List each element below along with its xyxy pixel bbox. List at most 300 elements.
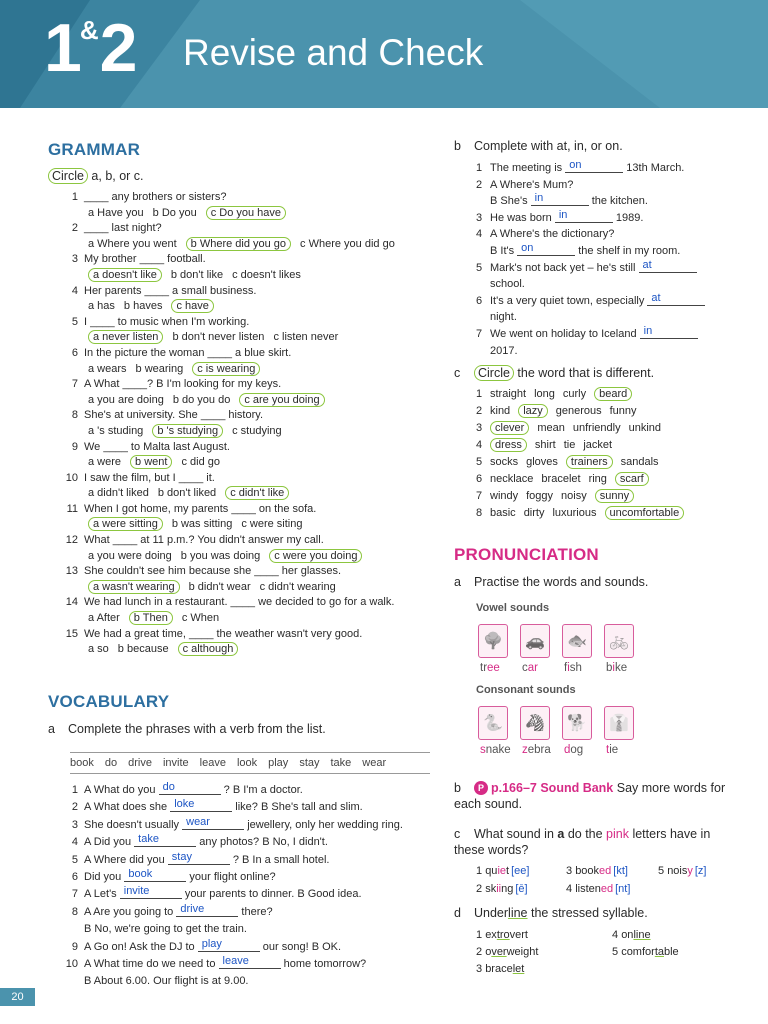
circled-word[interactable]: lazy [518,404,548,418]
grammar-question [64,221,434,252]
selected-option[interactable]: c Do you have [206,206,286,220]
selected-option[interactable]: b went [130,455,172,469]
word-list-item: do [104,757,118,769]
word-prefix: o [485,946,492,958]
word-option[interactable]: gloves [526,456,558,468]
question-number: 1 [476,388,483,400]
option[interactable]: c listen never [273,331,339,344]
sound-word-label [522,662,538,674]
word-suffix: ke [614,662,628,674]
stressed-syllable[interactable]: ver [491,946,507,958]
question-text: When I got home, my parents ____ on the sofa. [84,502,317,515]
question-options [84,268,434,284]
word-option[interactable]: unfriendly [572,422,621,434]
question-body [84,939,444,956]
option[interactable]: a has [88,300,115,313]
page-number: 20 [0,988,35,1006]
question-pre: A What do you [84,784,156,796]
word-option[interactable]: foggy [526,490,554,502]
stressed-syllable[interactable]: tro [496,929,510,941]
handwritten-answer: in [558,208,568,221]
vocab-question [64,817,444,834]
grammar-question [64,408,434,439]
question-options [84,206,434,222]
circled-word[interactable]: dress [490,438,527,452]
tree-icon-glyph: 🌳 [483,633,503,650]
snake-icon [478,706,508,740]
question-text: A What ____? B I'm looking for my keys. [84,378,282,391]
option[interactable]: c studying [232,424,282,437]
question-number: 7 [71,378,78,391]
selected-option[interactable]: c didn't like [225,486,289,500]
vocabulary-heading: VOCABULARY [48,692,170,711]
word-option[interactable]: basic [490,507,516,519]
grammar-b-question [476,177,746,194]
item-number: 3 [566,865,573,877]
dog-icon-glyph: 🐕 [567,715,587,732]
word-sound: i [612,662,615,674]
question-post: our song! B OK. [262,940,342,953]
question-line [490,293,746,310]
odd-one-out-row [476,420,746,437]
question-options [84,517,434,533]
pronunciation-b-instruction: b P p.166–7 Sound Bank Say more words for each sound. [454,781,726,811]
option[interactable]: c did go [181,456,220,469]
answer-blank[interactable] [639,258,697,273]
word-list-item: stay [299,757,320,769]
question-number: 8 [476,507,483,519]
grammar-b-question [476,226,746,243]
circled-word[interactable]: sunny [595,489,634,503]
selected-option[interactable]: a never listen [88,330,163,344]
question-number: 2 [71,222,78,235]
question-line-2: B About 6.00. Our flight is at 9.00. [84,975,249,988]
handwritten-answer: [z] [694,865,707,877]
option[interactable]: b wearing [135,362,184,375]
question-text: I ____ to music when I'm working. [84,315,250,328]
handwritten-answer: loke [174,798,195,811]
question-body [490,293,746,326]
circled-word[interactable]: trainers [566,455,613,469]
selected-option[interactable]: a doesn't like [88,268,162,282]
question-number: 1 [71,784,78,796]
circled-word[interactable]: uncomfortable [605,506,685,520]
handwritten-answer: in [643,324,653,337]
handwritten-answer: [ē] [515,883,528,895]
vocab-c-instruction: c Circle the word that is different. [454,366,655,380]
word-option[interactable]: generous [555,405,602,417]
question-line [490,177,746,194]
answer-blank[interactable] [517,241,575,256]
question-post: any photos? B No, I didn't. [199,836,328,849]
word-prefix: tr [480,662,488,674]
answer-blank[interactable] [168,850,230,865]
question-post: 1989. [615,211,644,224]
answer-blank[interactable] [531,194,589,206]
sound-word-label [606,744,618,756]
question-body [490,210,746,227]
grammar-b-question [476,243,746,260]
sound-word-label [480,662,500,674]
question-options [84,330,434,346]
word-option[interactable]: tie [563,439,576,451]
option[interactable]: b you was doing [180,549,261,562]
stress-item [612,928,651,944]
word-suffix: ie [609,744,619,756]
option[interactable]: c doesn't likes [232,268,301,281]
bike-icon [604,624,634,658]
option[interactable]: a were [88,456,122,469]
word-option[interactable]: luxurious [552,507,597,519]
page-header [0,0,768,108]
option[interactable]: b don't never listen [172,331,265,344]
item-number: 3 [476,963,483,975]
selected-option[interactable]: c have [171,299,213,313]
car-icon [520,624,550,658]
word-option[interactable]: mean [537,422,565,434]
grammar-question [64,471,434,502]
question-body [84,190,434,221]
word-option[interactable]: sandals [620,456,659,468]
question-pre: A What time do we need to [84,958,216,971]
answer-blank[interactable] [198,937,260,952]
option[interactable]: b don't liked [157,487,217,500]
selected-option[interactable]: a were sitting [88,517,163,531]
word-sound: s [480,744,486,756]
question-post: your parents to dinner. B Good idea. [184,888,362,901]
vocab-question [64,852,444,869]
question-body [84,252,434,283]
question-body [84,533,434,564]
item-number: 4 [566,883,573,895]
word-sound: d [564,744,571,756]
question-options [84,611,434,627]
question-line [490,160,746,177]
option[interactable]: a After [88,612,120,625]
question-line-2: night. [490,311,517,324]
question-number: 3 [71,818,78,831]
question-number: 3 [71,253,78,266]
selected-option[interactable]: c are you doing [239,393,324,407]
sound-word-label [564,744,583,756]
word-list-item: look [236,757,258,769]
question-text: In the picture the woman ____ a blue skirt. [84,346,292,359]
sound-item [658,864,707,880]
sound-word-label [606,662,627,674]
question-number: 1 [71,191,78,203]
grammar-question [64,564,434,595]
question-pre: A Where's the dictionary? [490,228,615,241]
word-pink: ii [496,883,502,895]
tie-icon [604,706,634,740]
question-line [84,956,444,973]
consonant-sounds-heading: Consonant sounds [476,684,576,696]
question-body [84,408,434,439]
sound-item [476,882,528,898]
odd-one-out-row [476,505,746,522]
question-number: 2 [476,178,483,191]
word-sound: ee [487,662,500,674]
option[interactable]: b haves [123,300,163,313]
word-prefix: nois [667,865,688,877]
selected-option[interactable]: c is wearing [192,362,260,376]
odd-one-out-row [476,471,746,488]
option[interactable]: b because [117,643,169,656]
circled-word[interactable]: beard [594,387,632,401]
word-option[interactable]: noisy [561,490,587,502]
question-number: 10 [65,471,78,484]
question-pre: A Are you going to [84,905,174,918]
option[interactable]: b don't like [170,268,224,281]
word-list-item: play [268,757,289,769]
grammar-question [64,190,434,221]
question-number: 2 [476,405,483,417]
word-sound: t [606,744,610,756]
question-text: We ____ to Malta last August. [84,440,230,453]
word-prefix: book [575,865,600,877]
stressed-syllable[interactable]: let [512,963,525,975]
word-option[interactable]: necklace [490,473,534,485]
option[interactable]: b Do you [152,206,197,219]
word-option[interactable]: bracelet [541,473,581,485]
option[interactable]: a wears [88,362,127,375]
option[interactable]: b do you do [172,393,231,406]
odd-one-out-row [476,403,746,420]
question-pre: A Let's [84,888,117,901]
sound-item [476,864,529,880]
selected-option[interactable]: b Then [129,611,173,625]
word-prefix: brace [485,963,513,975]
question-body [84,502,434,533]
selected-option[interactable]: c although [178,642,239,656]
option[interactable]: c didn't wearing [259,580,336,593]
question-text: We had lunch in a restaurant. ____ we decided to go for a walk. [84,596,395,609]
odd-one-out-row [476,437,746,454]
handwritten-answer: invite [123,885,150,898]
selected-option[interactable]: b Where did you go [186,237,291,251]
word-option[interactable]: curly [562,388,587,400]
circled-word[interactable]: scarf [615,472,649,486]
grammar-question [64,315,434,346]
answer-blank[interactable] [124,870,186,882]
word-list-item: wear [362,757,387,769]
question-line [490,193,746,210]
question-number: 6 [476,473,483,485]
option[interactable]: c were siting [241,518,303,531]
item-number: 2 [476,883,483,895]
stressed-syllable[interactable]: line [633,929,651,941]
question-number: 8 [71,905,78,918]
word-prefix: c [522,662,528,674]
answer-blank[interactable] [565,161,623,173]
word-option[interactable]: ring [588,473,607,485]
question-number: 5 [71,315,78,328]
word-pink: ed [600,883,614,895]
option[interactable]: a didn't liked [88,487,149,500]
question-text: I saw the film, but I ____ it. [84,471,215,484]
handwritten-answer: on [521,241,534,254]
grammar-b-question [476,160,746,177]
grammar-question [64,252,434,283]
stressed-syllable[interactable]: ta [654,946,664,958]
question-number: 7 [71,888,78,901]
selected-option[interactable]: c were you doing [269,549,362,563]
consonant-pictures [478,706,634,740]
word-prefix: f [564,662,568,674]
handwritten-answer: [ee] [511,865,530,877]
grammar-question [64,533,434,564]
question-body [490,160,746,177]
question-line-2: 2017. [490,344,518,357]
bike-icon-glyph: 🚲 [609,633,629,650]
question-body [84,221,434,252]
question-number: 7 [476,490,483,502]
word-option[interactable]: straight [490,388,527,400]
answer-blank[interactable] [647,291,705,306]
answer-blank[interactable] [134,835,196,847]
handwritten-answer: wear [186,815,210,828]
vocab-question [64,904,444,939]
vocab-question [64,939,444,956]
question-post: 13th March. [626,162,685,174]
grammar-instruction: Circle a, b, or c. [48,169,144,183]
question-body [84,315,434,346]
word-option[interactable]: long [534,388,555,400]
word-prefix: ex [485,929,497,941]
option[interactable]: c When [181,612,220,625]
stress-item [476,928,528,944]
word-option[interactable]: kind [490,405,511,417]
answer-blank[interactable] [182,815,244,830]
question-number: 14 [65,596,78,609]
answer-blank[interactable] [640,324,698,339]
handwritten-answer: do [162,781,175,793]
question-pre: He was born [490,211,552,224]
question-pre: Did you [84,871,122,884]
question-body [84,377,434,408]
stress-item [476,962,524,978]
option[interactable]: a you were doing [88,549,172,562]
grammar-b-instruction: b Complete with at, in, or on. [454,139,623,153]
sound-item [566,864,628,880]
tree-icon [478,624,508,658]
grammar-heading: GRAMMAR [48,140,141,159]
answer-blank[interactable] [176,902,238,917]
question-text: ____ last night? [84,222,162,235]
question-options [84,486,434,502]
question-number: 3 [476,422,483,434]
fish-icon [562,624,592,658]
option[interactable]: a Have you [88,206,144,219]
question-post: ? B I'm a doctor. [223,784,303,796]
zebra-icon [520,706,550,740]
option[interactable]: a so [88,643,109,656]
word-list-item: take [330,757,352,769]
question-line [490,243,746,260]
vocab-c-exercise [476,386,746,522]
question-post: your flight online? [189,871,276,884]
vocab-question [64,799,444,816]
question-pre: The meeting is [490,162,563,174]
question-options [84,237,434,253]
grammar-question [64,284,434,315]
handwritten-answer: take [138,833,159,846]
selected-option[interactable]: b 's studying [152,424,223,438]
option[interactable]: c Where you did go [300,237,395,250]
question-text: My brother ____ football. [84,253,206,266]
word-list-item: leave [199,757,226,769]
word-sound: z [522,744,528,756]
question-pre: A What does she [84,801,168,814]
vocab-question [64,869,444,886]
word-option[interactable]: shirt [534,439,556,451]
item-number: 4 [612,929,619,941]
tie-icon-glyph: 👔 [609,715,629,732]
question-number: 12 [65,534,78,547]
pronunciation-c-instruction: c What sound in a do the pink letters have in these words? [454,827,711,857]
question-pre: Mark's not back yet – he's still [490,261,636,274]
question-options [84,362,434,378]
question-text: She couldn't see him because she ____ her glasses. [84,565,342,578]
word-option[interactable]: dirty [523,507,545,519]
word-option[interactable]: jacket [583,439,613,451]
question-number: 4 [71,836,78,849]
answer-blank[interactable] [120,887,182,899]
snake-icon-glyph: 🐍 [483,715,503,732]
word-option[interactable]: funny [609,405,637,417]
handwritten-answer: at [642,258,652,271]
word-prefix: sk [485,883,497,895]
answer-blank[interactable] [159,783,221,795]
word-prefix: listen [575,883,601,895]
circled-word[interactable]: clever [490,421,529,435]
answer-blank[interactable] [170,800,232,812]
sound-item [566,882,630,898]
question-options [84,549,434,565]
question-number: 9 [71,940,78,953]
answer-blank[interactable] [555,208,613,223]
question-options [84,580,434,596]
answer-blank[interactable] [219,957,281,969]
question-options [84,424,434,440]
question-line [84,782,444,799]
question-body [84,956,444,991]
grammar-b-question [476,326,746,359]
word-option[interactable]: socks [490,456,519,468]
option[interactable]: b didn't wear [188,580,251,593]
vocab-question [64,782,444,799]
question-pre: A Go on! Ask the DJ to [84,940,195,953]
sound-bank-link[interactable]: p.166–7 Sound Bank [491,781,614,795]
item-number: 5 [612,946,619,958]
question-line [84,834,444,851]
question-line [490,260,746,277]
selected-option[interactable]: a wasn't wearing [88,580,180,594]
vocab-question [64,886,444,903]
option[interactable]: a you are doing [88,393,164,406]
word-option[interactable]: unkind [628,422,661,434]
word-option[interactable]: windy [490,490,519,502]
option[interactable]: a 's studing [88,424,144,437]
word-suffix: og [570,744,584,756]
handwritten-answer: on [569,159,582,171]
option[interactable]: a Where you went [88,237,177,250]
option[interactable]: b was sitting [171,518,233,531]
question-number: 10 [65,958,78,971]
question-body [84,564,434,595]
question-body [490,260,746,293]
question-number: 7 [476,327,483,340]
